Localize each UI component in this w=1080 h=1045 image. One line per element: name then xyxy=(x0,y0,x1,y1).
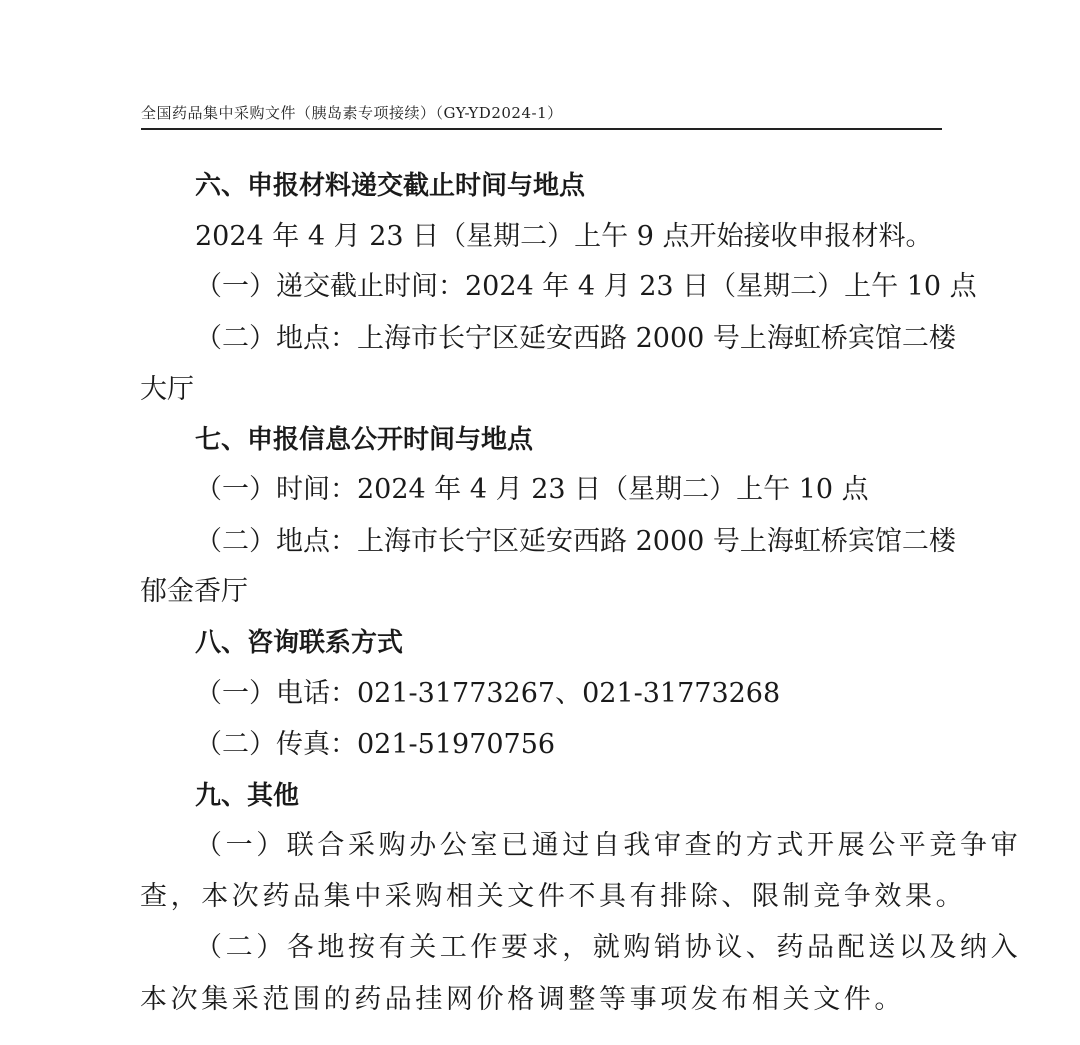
section-9-item-1-continued: 查，本次药品集中采购相关文件不具有排除、限制竞争效果。 xyxy=(140,881,967,912)
section-8-phone: （一）电话：021-31773267、021-31773268 xyxy=(195,678,781,709)
section-7-item-2: （二）地点：上海市长宁区延安西路 2000 号上海虹桥宾馆二楼 xyxy=(195,526,956,557)
header-divider xyxy=(141,128,942,130)
section-6-heading: 六、申报材料递交截止时间与地点 xyxy=(195,171,586,201)
section-9-heading: 九、其他 xyxy=(195,781,300,811)
section-7-heading: 七、申报信息公开时间与地点 xyxy=(195,425,534,455)
section-6-item-2-continued: 大厅 xyxy=(140,374,194,405)
section-7-item-1: （一）时间：2024 年 4 月 23 日（星期二）上午 10 点 xyxy=(195,474,869,505)
document-header-title: 全国药品集中采购文件（胰岛素专项接续）（GY-YD2024-1） xyxy=(141,104,563,122)
section-6-item-1: （一）递交截止时间：2024 年 4 月 23 日（星期二）上午 10 点 xyxy=(195,271,977,302)
section-9-item-1: （一）联合采购办公室已通过自我审查的方式开展公平竞争审 xyxy=(195,830,1022,861)
section-6-intro: 2024 年 4 月 23 日（星期二）上午 9 点开始接收申报材料。 xyxy=(195,221,933,252)
section-8-heading: 八、咨询联系方式 xyxy=(195,628,404,658)
section-8-fax: （二）传真：021-51970756 xyxy=(195,729,556,760)
section-9-item-2: （二）各地按有关工作要求，就购销协议、药品配送以及纳入 xyxy=(195,932,1022,963)
section-7-item-2-continued: 郁金香厅 xyxy=(140,576,248,607)
section-9-item-2-continued: 本次集采范围的药品挂网价格调整等事项发布相关文件。 xyxy=(140,984,905,1015)
section-6-item-2: （二）地点：上海市长宁区延安西路 2000 号上海虹桥宾馆二楼 xyxy=(195,323,956,354)
